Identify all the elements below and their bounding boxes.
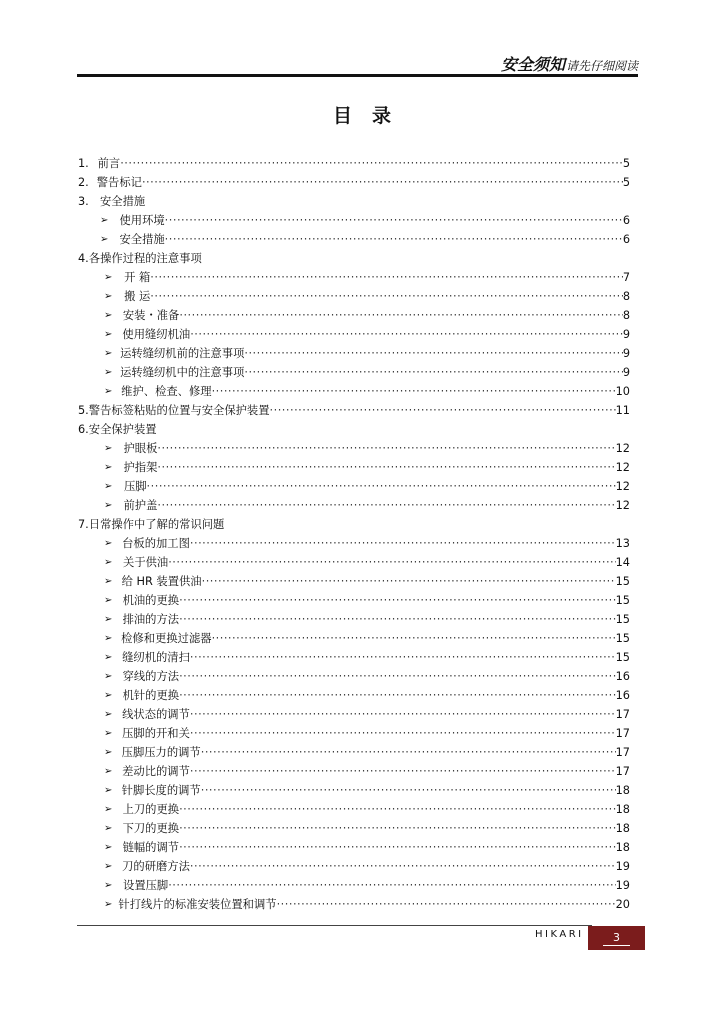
- arrowhead-bullet-icon: ➢: [104, 595, 113, 606]
- arrowhead-bullet-icon: ➢: [104, 614, 113, 625]
- toc-entry[interactable]: [78, 553, 630, 572]
- toc-entry-label: 搬 运: [124, 290, 151, 303]
- toc-entry-label: 刀的研磨方法: [122, 860, 190, 873]
- arrowhead-bullet-icon: ➢: [104, 272, 113, 283]
- toc-entry[interactable]: [78, 838, 630, 857]
- toc-entry-page: 17: [615, 727, 630, 740]
- toc-entry-page: 20: [615, 898, 630, 911]
- arrowhead-bullet-icon: ➢: [104, 291, 113, 302]
- toc-entry-page: 18: [615, 803, 630, 816]
- toc-entry[interactable]: [78, 401, 630, 420]
- toc-entry-label: 排油的方法: [122, 613, 180, 626]
- toc-leader-dots: [190, 705, 616, 724]
- toc-entry-page: 6: [622, 214, 630, 227]
- toc-entry-page: 8: [622, 290, 630, 303]
- footer-rule: [77, 925, 592, 926]
- toc-entry[interactable]: [78, 420, 630, 439]
- toc-entry-page: 17: [615, 765, 630, 778]
- arrowhead-bullet-icon: ➢: [104, 899, 113, 910]
- toc-entry-label: 缝纫机的清扫: [122, 651, 190, 664]
- toc-leader-dots: [179, 610, 616, 629]
- toc-leader-dots: [190, 534, 616, 553]
- toc-entry[interactable]: [78, 173, 630, 192]
- arrowhead-bullet-icon: ➢: [104, 804, 113, 815]
- arrowhead-bullet-icon: ➢: [104, 880, 113, 891]
- toc-leader-dots: [142, 173, 623, 192]
- toc-entry[interactable]: [78, 819, 630, 838]
- toc-entry-page: 19: [615, 879, 630, 892]
- toc-leader-dots: [190, 325, 623, 344]
- toc-leader-dots: [179, 306, 622, 325]
- toc-entry[interactable]: [78, 667, 630, 686]
- toc-entry[interactable]: [78, 572, 630, 591]
- arrowhead-bullet-icon: ➢: [104, 443, 113, 454]
- arrowhead-bullet-icon: ➢: [104, 348, 113, 359]
- toc-entry-page: 15: [615, 632, 630, 645]
- toc-entry-label: 前护盖: [123, 499, 158, 512]
- toc-entry-page: 12: [615, 480, 630, 493]
- toc-entry-page: 10: [615, 385, 630, 398]
- toc-entry[interactable]: [78, 477, 630, 496]
- toc-leader-dots: [277, 895, 616, 914]
- toc-entry-label: 使用环境: [119, 214, 165, 227]
- toc-leader-dots: [190, 857, 616, 876]
- toc-entry-page: 19: [615, 860, 630, 873]
- header-rule: [77, 74, 638, 77]
- toc-entry-page: 17: [615, 746, 630, 759]
- toc-entry-page: 14: [615, 556, 630, 569]
- toc-entry-number: 2.: [78, 176, 89, 189]
- toc-entry-label: 安装・准备: [122, 309, 180, 322]
- arrowhead-bullet-icon: ➢: [104, 481, 113, 492]
- toc-entry[interactable]: [78, 534, 630, 553]
- toc-entry[interactable]: [78, 230, 630, 249]
- toc-entry-label: 维护、检查、修理: [121, 385, 212, 398]
- toc-entry[interactable]: [78, 591, 630, 610]
- arrowhead-bullet-icon: ➢: [100, 234, 109, 245]
- toc-entry-label: 机针的更换: [122, 689, 180, 702]
- toc-entry-label: 台板的加工图: [122, 537, 190, 550]
- toc-leader-dots: [157, 439, 615, 458]
- toc-entry-label: 前言: [97, 157, 121, 170]
- arrowhead-bullet-icon: ➢: [104, 367, 113, 378]
- toc-entry-page: 8: [622, 309, 630, 322]
- arrowhead-bullet-icon: ➢: [104, 462, 113, 473]
- toc-entry-label: 给 HR 装置供油: [121, 575, 202, 588]
- toc-entry[interactable]: [78, 629, 630, 648]
- toc-entry-label: 警告标记: [96, 176, 142, 189]
- toc-leader-dots: [202, 572, 616, 591]
- toc-entry-label: 压脚压力的调节: [121, 746, 201, 759]
- toc-entry[interactable]: [78, 648, 630, 667]
- toc-entry-page: 15: [615, 613, 630, 626]
- toc-entry-page: 5: [622, 176, 630, 189]
- toc-leader-dots: [157, 458, 615, 477]
- toc-entry-label: 运转缝纫机中的注意事项: [120, 366, 245, 379]
- arrowhead-bullet-icon: ➢: [104, 386, 113, 397]
- toc-entry-label: 下刀的更换: [122, 822, 180, 835]
- toc-leader-dots: [157, 496, 615, 515]
- page-number-box: [588, 926, 645, 950]
- toc-leader-dots: [120, 154, 623, 173]
- toc-entry[interactable]: [78, 762, 630, 781]
- toc-entry[interactable]: [78, 610, 630, 629]
- toc-leader-dots: [150, 268, 623, 287]
- arrowhead-bullet-icon: ➢: [104, 652, 113, 663]
- toc-entry[interactable]: [78, 705, 630, 724]
- toc-leader-dots: [179, 667, 616, 686]
- arrowhead-bullet-icon: ➢: [104, 785, 113, 796]
- toc-entry-label: 安全措施: [119, 233, 165, 246]
- page-header: [501, 55, 638, 75]
- toc-entry-label: 设置压脚: [123, 879, 169, 892]
- toc-entry-page: 15: [615, 651, 630, 664]
- toc-entry-page: 7: [622, 271, 630, 284]
- toc-entry-page: 5: [622, 157, 630, 170]
- toc-entry[interactable]: [78, 496, 630, 515]
- footer-brand: HIKARI: [535, 929, 584, 940]
- toc-entry[interactable]: [78, 895, 630, 914]
- toc-leader-dots: [168, 553, 615, 572]
- toc-entry-label: 压脚的开和关: [122, 727, 190, 740]
- toc-entry[interactable]: [78, 800, 630, 819]
- toc-entry-page: 18: [615, 822, 630, 835]
- toc-entry-label: 6.安全保护装置: [78, 423, 157, 436]
- toc-entry-label: 检修和更换过滤器: [121, 632, 212, 645]
- toc-entry[interactable]: [78, 857, 630, 876]
- toc-entry-label: 运转缝纫机前的注意事项: [120, 347, 245, 360]
- toc-entry-label: 差动比的调节: [122, 765, 190, 778]
- toc-leader-dots: [201, 781, 616, 800]
- toc-entry[interactable]: [78, 724, 630, 743]
- toc-leader-dots: [147, 477, 616, 496]
- toc-entry-label: 4.各操作过程的注意事项: [78, 252, 202, 265]
- table-of-contents: [78, 154, 630, 914]
- page-number: 3: [603, 931, 630, 946]
- toc-entry-page: 12: [615, 461, 630, 474]
- toc-entry-page: 6: [622, 233, 630, 246]
- toc-entry[interactable]: [78, 781, 630, 800]
- arrowhead-bullet-icon: ➢: [104, 690, 113, 701]
- toc-entry-label: 护指架: [123, 461, 158, 474]
- toc-entry-page: 9: [622, 328, 630, 341]
- toc-entry[interactable]: [78, 344, 630, 363]
- toc-entry[interactable]: [78, 686, 630, 705]
- toc-entry-label: 安全措施: [100, 195, 146, 208]
- toc-entry-label: 机油的更换: [122, 594, 180, 607]
- toc-entry[interactable]: [78, 876, 630, 895]
- toc-leader-dots: [212, 629, 616, 648]
- arrowhead-bullet-icon: ➢: [104, 823, 113, 834]
- toc-leader-dots: [179, 800, 616, 819]
- toc-entry-page: 13: [615, 537, 630, 550]
- toc-leader-dots: [270, 401, 616, 420]
- toc-entry[interactable]: [78, 515, 630, 534]
- toc-entry-label: 开 箱: [124, 271, 151, 284]
- header-subtitle: 请先仔细阅读: [565, 59, 638, 73]
- toc-entry-page: 9: [622, 366, 630, 379]
- toc-entry-label: 关于供油: [123, 556, 169, 569]
- toc-entry-number: 3.: [78, 195, 89, 208]
- arrowhead-bullet-icon: ➢: [104, 728, 113, 739]
- toc-entry-label: 针打线片的标准安装位置和调节: [118, 898, 277, 911]
- toc-leader-dots: [179, 686, 616, 705]
- toc-entry[interactable]: [78, 325, 630, 344]
- arrowhead-bullet-icon: ➢: [104, 538, 113, 549]
- toc-entry[interactable]: [78, 363, 630, 382]
- toc-entry[interactable]: [78, 268, 630, 287]
- arrowhead-bullet-icon: ➢: [104, 500, 113, 511]
- toc-leader-dots: [165, 211, 623, 230]
- toc-entry[interactable]: [78, 439, 630, 458]
- toc-leader-dots: [190, 648, 616, 667]
- toc-entry-label: 压脚: [123, 480, 147, 493]
- toc-entry-page: 11: [615, 404, 630, 417]
- toc-leader-dots: [212, 382, 616, 401]
- toc-entry-number: 1.: [78, 157, 89, 170]
- toc-entry-label: 上刀的更换: [122, 803, 180, 816]
- toc-entry-label: 链幅的调节: [122, 841, 180, 854]
- toc-entry-page: 17: [615, 708, 630, 721]
- toc-entry-label: 使用缝纫机油: [122, 328, 191, 341]
- toc-entry-label: 针脚长度的调节: [121, 784, 201, 797]
- toc-entry-page: 12: [615, 442, 630, 455]
- toc-entry-page: 15: [615, 575, 630, 588]
- toc-entry[interactable]: [78, 249, 630, 268]
- arrowhead-bullet-icon: ➢: [100, 215, 109, 226]
- toc-leader-dots: [190, 724, 616, 743]
- arrowhead-bullet-icon: ➢: [104, 671, 113, 682]
- arrowhead-bullet-icon: ➢: [104, 766, 113, 777]
- toc-entry-label: 线状态的调节: [122, 708, 190, 721]
- arrowhead-bullet-icon: ➢: [104, 576, 113, 587]
- toc-entry[interactable]: [78, 287, 630, 306]
- toc-leader-dots: [150, 287, 623, 306]
- toc-entry[interactable]: [78, 306, 630, 325]
- toc-leader-dots: [168, 876, 615, 895]
- toc-leader-dots: [179, 819, 616, 838]
- toc-entry-page: 12: [615, 499, 630, 512]
- toc-entry[interactable]: [78, 382, 630, 401]
- toc-leader-dots: [179, 838, 616, 857]
- toc-leader-dots: [244, 344, 622, 363]
- toc-entry[interactable]: [78, 743, 630, 762]
- toc-leader-dots: [179, 591, 616, 610]
- toc-entry-label: 穿线的方法: [122, 670, 180, 683]
- toc-entry-label: 护眼板: [123, 442, 158, 455]
- toc-leader-dots: [244, 363, 622, 382]
- header-title: 安全须知: [500, 55, 565, 74]
- toc-entry-page: 9: [622, 347, 630, 360]
- toc-entry[interactable]: [78, 211, 630, 230]
- toc-entry[interactable]: [78, 154, 630, 173]
- arrowhead-bullet-icon: ➢: [104, 557, 113, 568]
- toc-entry-label: 7.日常操作中了解的常识问题: [78, 518, 225, 531]
- toc-leader-dots: [201, 743, 616, 762]
- arrowhead-bullet-icon: ➢: [104, 633, 113, 644]
- toc-entry-page: 18: [615, 784, 630, 797]
- toc-entry-page: 15: [615, 594, 630, 607]
- toc-entry-page: 16: [615, 670, 630, 683]
- arrowhead-bullet-icon: ➢: [104, 842, 113, 853]
- arrowhead-bullet-icon: ➢: [104, 310, 113, 321]
- arrowhead-bullet-icon: ➢: [104, 329, 113, 340]
- arrowhead-bullet-icon: ➢: [104, 709, 113, 720]
- toc-leader-dots: [190, 762, 616, 781]
- toc-entry[interactable]: [78, 192, 630, 211]
- toc-entry-label: 5.警告标签粘贴的位置与安全保护装置: [78, 404, 270, 417]
- toc-leader-dots: [165, 230, 623, 249]
- arrowhead-bullet-icon: ➢: [104, 861, 113, 872]
- arrowhead-bullet-icon: ➢: [104, 747, 113, 758]
- toc-entry-page: 16: [615, 689, 630, 702]
- toc-entry-page: 18: [615, 841, 630, 854]
- page-title: 目录: [332, 105, 411, 127]
- toc-entry[interactable]: [78, 458, 630, 477]
